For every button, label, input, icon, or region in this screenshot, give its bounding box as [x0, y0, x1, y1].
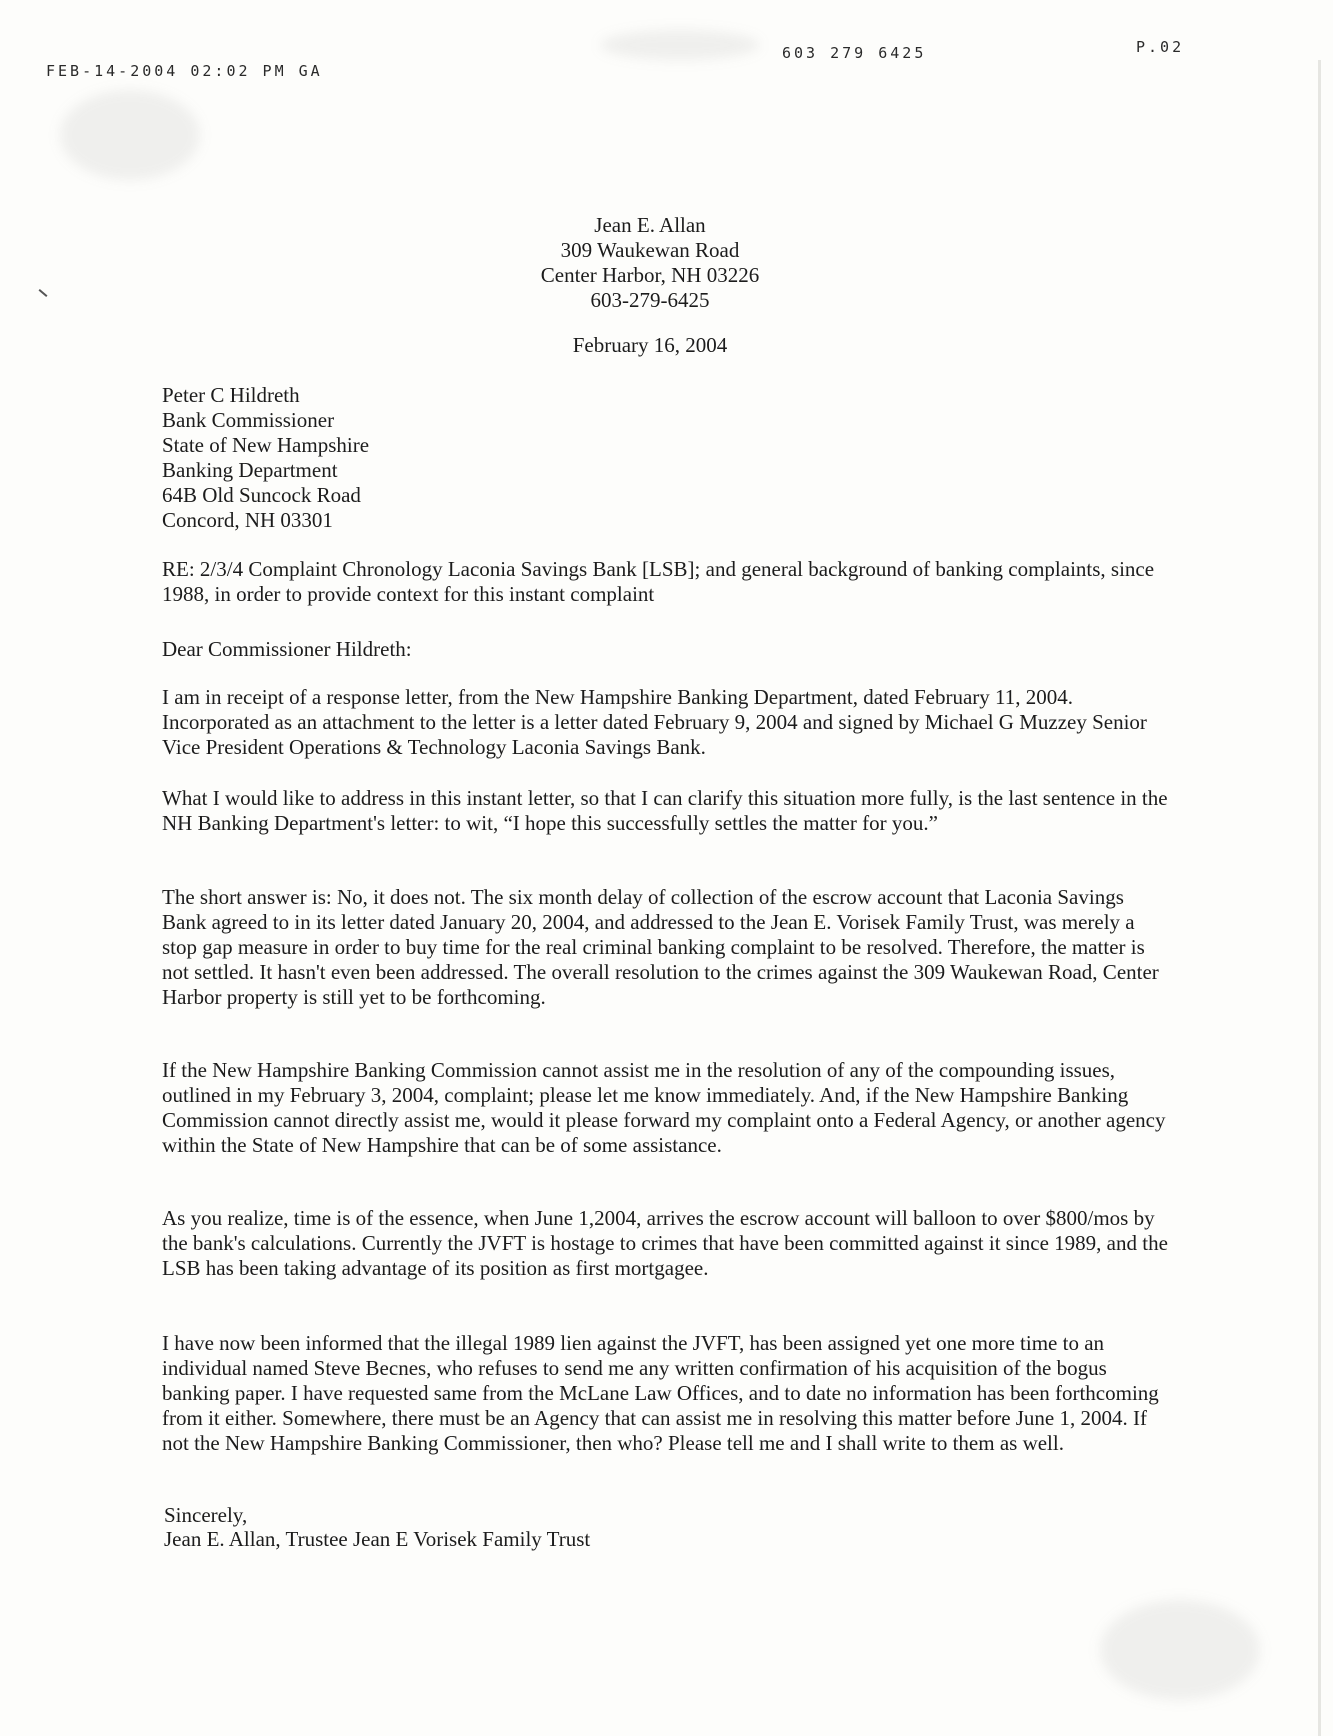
- recipient-state: State of New Hampshire: [162, 433, 370, 457]
- signature-line: Jean E. Allan, Trustee Jean E Vorisek Family Trust: [164, 1527, 591, 1551]
- recipient-street: 64B Old Suncock Road: [162, 483, 361, 507]
- sender-phone: 603-279-6425: [590, 288, 710, 312]
- sender-street: 309 Waukewan Road: [560, 238, 740, 262]
- subject-line: RE: 2/3/4 Complaint Chronology Laconia Savings Bank [LSB]; and general background of banking complaints, since 1988, in order to provide context for this instant complaint: [162, 557, 1155, 606]
- scan-smudge: [1100, 1600, 1260, 1700]
- fax-header-phone: 603 279 6425: [782, 44, 927, 62]
- fax-header-page-number: P.02: [1136, 38, 1185, 56]
- recipient-name: Peter C Hildreth: [162, 383, 300, 407]
- body-paragraph: I am in receipt of a response letter, from the New Hampshire Banking Department, dated February 11, 2004. Incorporated as an attachment to the letter is a letter dated February 9, 2004 and signed by Michael G Muzzey Senior Vice President Operations & Technology Laconia Savings Bank.: [162, 685, 1147, 759]
- body-paragraph: As you realize, time is of the essence, when June 1,2004, arrives the escrow account will balloon to over $800/mos by the bank's calculations. Currently the JVFT is hostage to crimes that have been committed against it since 1989, and the LSB has been taking advantage of its position as first mortgagee.: [162, 1206, 1168, 1280]
- body-paragraph: I have now been informed that the illegal 1989 lien against the JVFT, has been assigned yet one more time to an individual named Steve Becnes, who refuses to send me any written confirmation of his acquisition of the bogus banking paper. I have requested same from the McLane Law Offices, and to date no information has been forthcoming from it either. Somewhere, there must be an Agency that can assist me in resolving this matter before June 1, 2004. If not the New Hampshire Banking Commissioner, then who? Please tell me and I shall write to them as well.: [162, 1331, 1159, 1455]
- salutation: Dear Commissioner Hildreth:: [162, 637, 412, 661]
- sender-address-block: [440, 213, 860, 313]
- scan-edge: [1318, 60, 1321, 1736]
- fax-header-timestamp: FEB-14-2004 02:02 PM GA: [46, 62, 323, 80]
- scan-smudge: [60, 90, 200, 180]
- recipient-address-block: [162, 383, 369, 533]
- body-paragraph: If the New Hampshire Banking Commission cannot assist me in the resolution of any of the compounding issues, outlined in my February 3, 2004, complaint; please let me know immediately. And, if the New Hampshire Banking Commission cannot directly assist me, would it please forward my complaint onto a Federal Agency, or another agency within the State of New Hampshire that can be of some assistance.: [162, 1058, 1166, 1157]
- scan-mark: [39, 289, 48, 297]
- recipient-title: Bank Commissioner: [162, 408, 335, 432]
- body-paragraph: The short answer is: No, it does not. The six month delay of collection of the escrow account that Laconia Savings Bank agreed to in its letter dated January 20, 2004, and addressed to the Jean E. Vorisek Family Trust, was merely a stop gap measure in order to buy time for the real criminal banking complaint to be resolved. Therefore, the matter is not settled. It hasn't even been addressed. The overall resolution to the crimes against the 309 Waukewan Road, Center Harbor property is still yet to be forthcoming.: [162, 885, 1159, 1009]
- scan-smudge: [600, 30, 760, 60]
- recipient-city: Concord, NH 03301: [162, 508, 333, 532]
- sender-city: Center Harbor, NH 03226: [540, 263, 760, 287]
- closing: Sincerely,: [164, 1503, 248, 1527]
- letter-date: February 16, 2004: [572, 333, 728, 357]
- sender-name: Jean E. Allan: [594, 213, 706, 237]
- body-paragraph: What I would like to address in this instant letter, so that I can clarify this situation more fully, is the last sentence in the NH Banking Department's letter: to wit, “I hope this successfully settles the matter for you.”: [162, 786, 1168, 835]
- recipient-department: Banking Department: [162, 458, 338, 482]
